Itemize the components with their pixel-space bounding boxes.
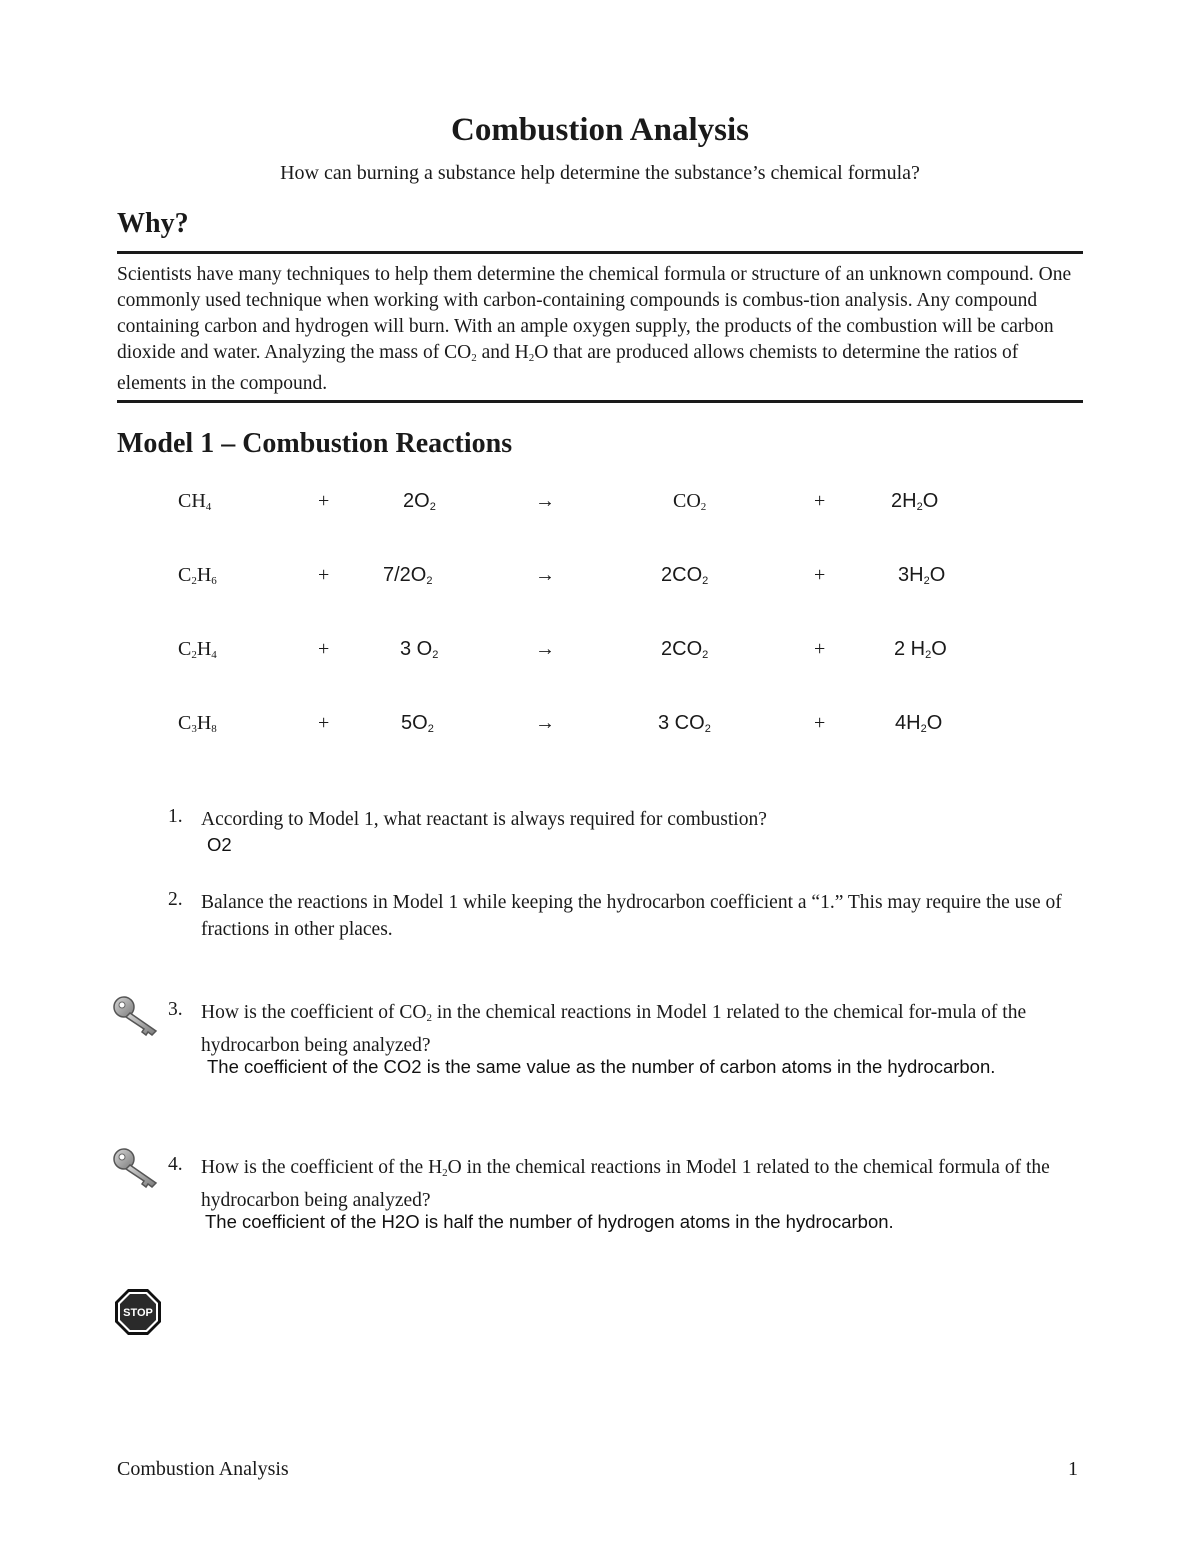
hydrocarbon: $CH_4$ xyxy=(178,490,212,513)
question-1-text: According to Model 1, what reactant is always required for combustion? xyxy=(201,809,767,830)
hydrocarbon: $C_2H_6$ xyxy=(178,564,217,587)
oxygen-term: $2O_2$ xyxy=(403,490,436,513)
why-bottom-rule xyxy=(117,400,1083,403)
co2-term: $2CO_2$ xyxy=(661,638,709,661)
oxygen-term: $5O_2$ xyxy=(401,712,434,735)
plus-sign: + xyxy=(814,490,826,512)
page-subtitle: How can burning a substance help determine the substance’s chemical formula? xyxy=(280,162,920,184)
key-icon xyxy=(112,995,162,1037)
plus-sign: + xyxy=(814,638,826,660)
plus-sign: + xyxy=(318,638,330,660)
why-body: Scientists have many techniques to help them determine the chemical formula or structure of an unknown compound. One commonly used technique when working with carbon-containing compounds is combus-tion analysis. Any compound containing carbon and hydrogen will burn. With an ample oxygen supply, the products of the combustion will be carbon dioxide and water. Analyzing the mass of $CO_2$ and $H_2O$ that are produced allows chemists to determine the ratios of elements in the compound. xyxy=(117,264,1072,394)
co2-term: 3 $CO_2$ xyxy=(658,712,711,735)
water-term: $2H_2O$ xyxy=(891,490,939,513)
plus-sign: + xyxy=(814,564,826,586)
question-3-number: 3. xyxy=(168,999,183,1020)
why-heading: Why? xyxy=(117,208,189,239)
arrow: → xyxy=(535,490,555,512)
question-2-number: 2. xyxy=(168,889,183,910)
question-1-answer[interactable]: O2 xyxy=(207,834,232,855)
plus-sign: + xyxy=(814,712,826,734)
question-4-number: 4. xyxy=(168,1154,183,1175)
footer-title: Combustion Analysis xyxy=(117,1458,289,1480)
plus-sign: + xyxy=(318,490,330,512)
plus-sign: + xyxy=(318,712,330,734)
model-1-heading: Model 1 – Combustion Reactions xyxy=(117,428,513,459)
co2-term: $CO_2$ xyxy=(673,490,707,513)
water-term: 2 $H_2O$ xyxy=(894,638,947,661)
oxygen-term: $7/2O_2$ xyxy=(383,564,433,587)
why-top-rule xyxy=(117,251,1083,254)
co2-term: $2CO_2$ xyxy=(661,564,709,587)
oxygen-term: 3 $O_2$ xyxy=(400,638,439,661)
plus-sign: + xyxy=(318,564,330,586)
question-3-answer[interactable]: The coefficient of the CO2 is the same value as the number of carbon atoms in the hydrocarbon. xyxy=(207,1056,996,1077)
question-1-number: 1. xyxy=(168,806,183,827)
arrow: → xyxy=(535,638,555,660)
stop-sign-icon xyxy=(114,1288,162,1336)
key-icon xyxy=(112,1147,162,1189)
arrow: → xyxy=(535,712,555,734)
hydrocarbon: $C_3H_8$ xyxy=(178,712,217,735)
arrow: → xyxy=(535,564,555,586)
question-4-text: How is the coefficient of the $H_2O$ in the chemical reactions in Model 1 related to the chemical formula of the hydrocarbon being analyzed? xyxy=(201,1157,1050,1211)
water-term: $3H_2O$ xyxy=(898,564,946,587)
water-term: $4H_2O$ xyxy=(895,712,943,735)
question-4-answer[interactable]: The coefficient of the H2O is half the number of hydrogen atoms in the hydrocarbon. xyxy=(205,1211,894,1232)
question-2-text: Balance the reactions in Model 1 while keeping the hydrocarbon coefficient a “1.” This may require the use of fractions in other places. xyxy=(201,892,1062,940)
svg-text:STOP: STOP xyxy=(123,1307,153,1319)
hydrocarbon: $C_2H_4$ xyxy=(178,638,217,661)
page-number: 1 xyxy=(1068,1458,1078,1480)
question-3-text: How is the coefficient of $CO_2$ in the chemical reactions in Model 1 related to the chemical for-mula of the hydrocarbon being analyzed? xyxy=(201,1002,1027,1056)
page-title: Combustion Analysis xyxy=(450,112,749,148)
